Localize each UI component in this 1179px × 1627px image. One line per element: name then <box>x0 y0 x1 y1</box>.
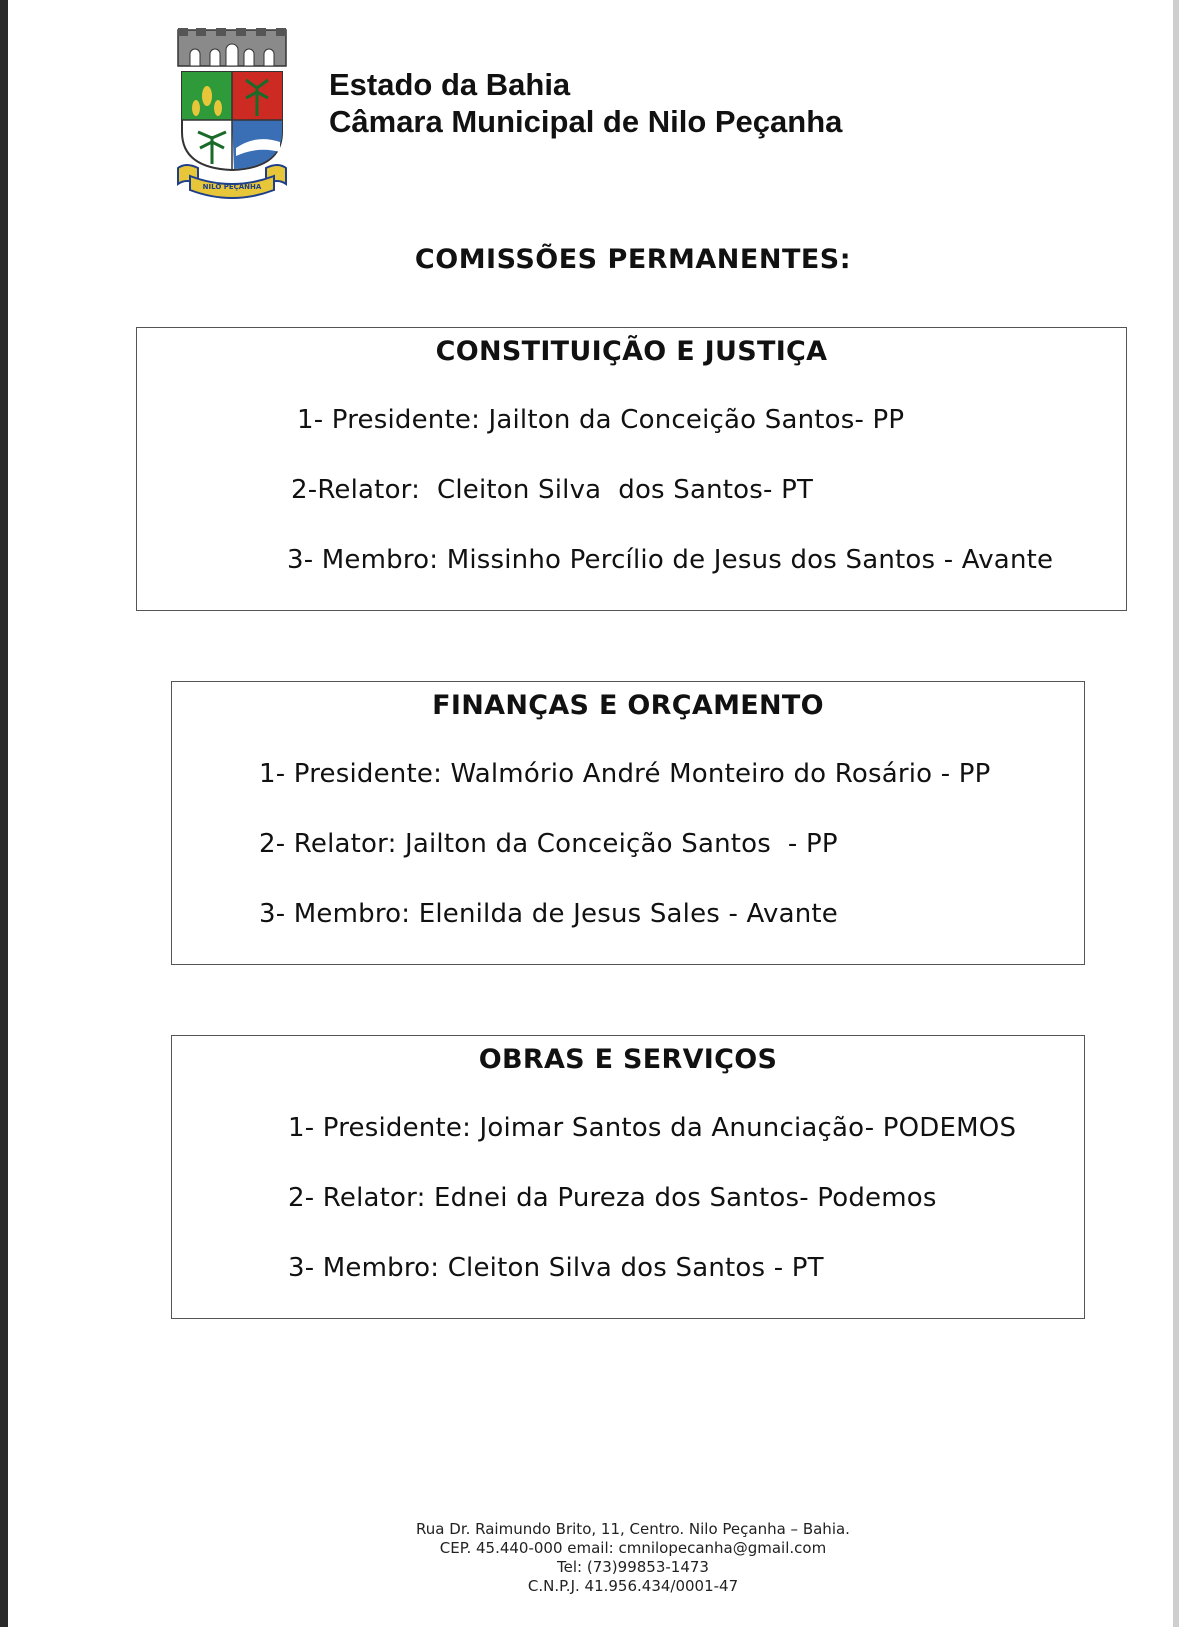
commission-box-obras <box>171 1035 1085 1319</box>
footer-cep-email: CEP. 45.440-000 email: cmnilopecanha@gmail.com <box>439 1539 827 1557</box>
member-rapporteur: 2- Relator: Ednei da Pureza dos Santos- Podemos <box>288 1183 937 1213</box>
chamber-name: Câmara Municipal de Nilo Peçanha <box>329 104 843 139</box>
member-president: 1- Presidente: Walmório André Monteiro do Rosário - PP <box>259 759 991 789</box>
member-rapporteur: 2-Relator: Cleiton Silva dos Santos- PT <box>291 475 814 505</box>
state-name: Estado da Bahia <box>329 67 571 102</box>
commission-box-constituicao <box>136 327 1127 611</box>
commission-title: CONSTITUIÇÃO E JUSTIÇA <box>435 336 828 367</box>
header-block <box>329 66 842 140</box>
page-left-edge <box>0 0 8 1627</box>
member-member: 3- Membro: Elenilda de Jesus Sales - Avante <box>259 899 839 929</box>
member-rapporteur: 2- Relator: Jailton da Conceição Santos - PP <box>259 829 838 859</box>
commission-box-financas <box>171 681 1085 965</box>
document-page <box>8 0 1173 1627</box>
footer-cnpj: C.N.P.J. 41.956.434/0001-47 <box>527 1577 739 1595</box>
commission-title: FINANÇAS E ORÇAMENTO <box>432 690 824 721</box>
member-member: 3- Membro: Missinho Percílio de Jesus dos Santos - Avante <box>287 545 1054 575</box>
page-title: COMISSÕES PERMANENTES: <box>414 244 852 275</box>
crest-banner-text: NILO PEÇANHA <box>202 183 262 191</box>
member-president: 1- Presidente: Jailton da Conceição Santos- PP <box>297 405 905 435</box>
municipal-crest-logo <box>176 28 288 200</box>
member-president: 1- Presidente: Joimar Santos da Anunciação- PODEMOS <box>288 1113 1017 1143</box>
footer-phone: Tel: (73)99853-1473 <box>557 1558 709 1576</box>
commission-title: OBRAS E SERVIÇOS <box>478 1044 778 1075</box>
member-member: 3- Membro: Cleiton Silva dos Santos - PT <box>288 1253 824 1283</box>
footer-address: Rua Dr. Raimundo Brito, 11, Centro. Nilo Peçanha – Bahia. <box>416 1520 850 1538</box>
footer-contact <box>8 1520 1179 1596</box>
